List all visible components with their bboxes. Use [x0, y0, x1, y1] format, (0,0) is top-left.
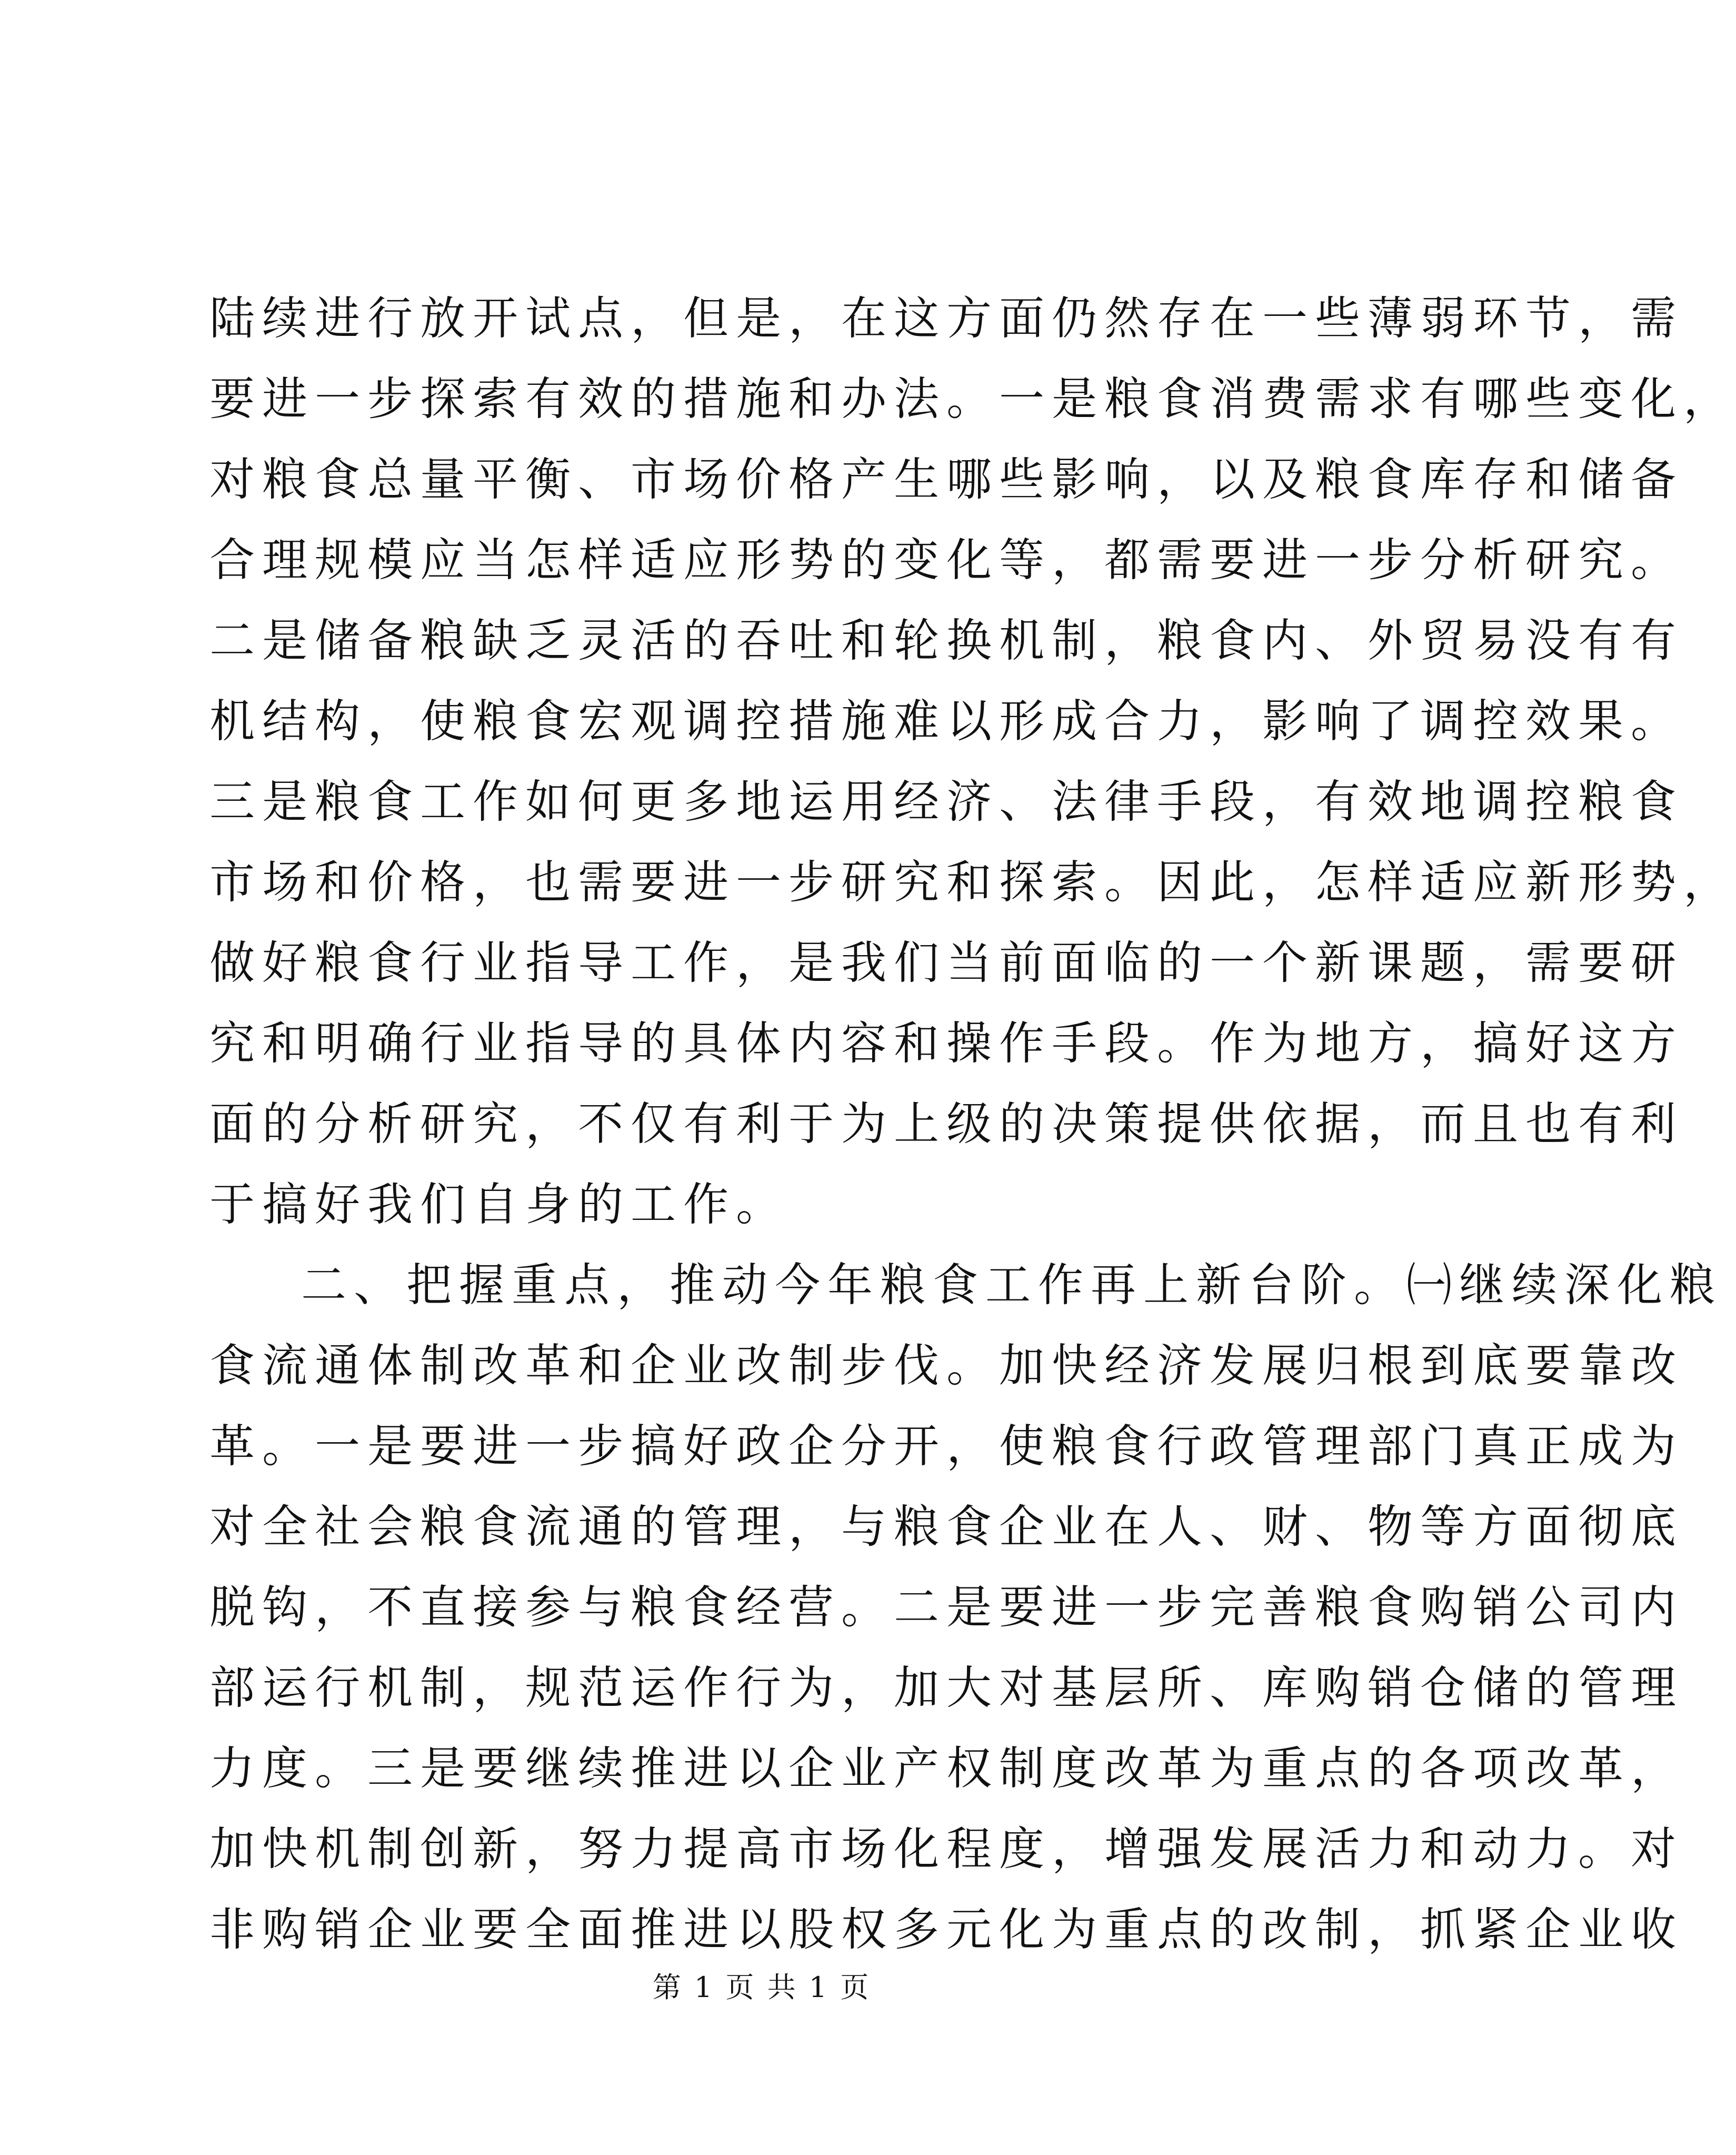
- text-line: 部运行机制，规范运作行为，加大对基层所、库购销仓储的管理: [209, 1662, 1683, 1714]
- text-line: 食流通体制改革和企业改制步伐。加快经济发展归根到底要靠改: [209, 1339, 1683, 1392]
- text-line: 力度。三是要继续推进以企业产权制度改革为重点的各项改革，: [209, 1742, 1683, 1795]
- text-line: 三是粮食工作如何更多地运用经济、法律手段，有效地调控粮食: [209, 776, 1683, 828]
- text-line: 对全社会粮食流通的管理，与粮食企业在人、财、物等方面彻底: [209, 1501, 1683, 1553]
- text-line: 做好粮食行业指导工作，是我们当前面临的一个新课题，需要研: [209, 937, 1683, 989]
- text-line: 究和明确行业指导的具体内容和操作手段。作为地方，搞好这方: [209, 1017, 1683, 1070]
- text-line: 陆续进行放开试点，但是，在这方面仍然存在一些薄弱环节，需: [209, 292, 1683, 345]
- text-line: 二是储备粮缺乏灵活的吞吐和轮换机制，粮食内、外贸易没有有: [209, 614, 1683, 667]
- text-line: 市场和价格，也需要进一步研究和探索。因此，怎样适应新形势，: [209, 856, 1736, 909]
- text-line: 加快机制创新，努力提高市场化程度，增强发展活力和动力。对: [209, 1823, 1683, 1875]
- text-line: 合理规模应当怎样适应形势的变化等，都需要进一步分析研究。: [209, 534, 1683, 587]
- text-line: 非购销企业要全面推进以股权多元化为重点的改制，抓紧企业收: [209, 1903, 1683, 1956]
- text-line: 面的分析研究，不仅有利于为上级的决策提供依据，而且也有利: [209, 1098, 1683, 1150]
- text-line: 于搞好我们自身的工作。: [209, 1178, 789, 1231]
- text-line: 对粮食总量平衡、市场价格产生哪些影响，以及粮食库存和储备: [209, 453, 1683, 506]
- text-line: 机结构，使粮食宏观调控措施难以形成合力，影响了调控效果。: [209, 695, 1683, 748]
- text-line: 要进一步探索有效的措施和办法。一是粮食消费需求有哪些变化，: [209, 373, 1736, 425]
- text-line: 脱钩，不直接参与粮食经营。二是要进一步完善粮食购销公司内: [209, 1581, 1683, 1634]
- page-number-footer: 第 1 页 共 1 页: [652, 1971, 871, 2004]
- text-line: 革。一是要进一步搞好政企分开，使粮食行政管理部门真正成为: [209, 1420, 1683, 1473]
- text-line: 二、把握重点，推动今年粮食工作再上新台阶。㈠继续深化粮: [301, 1259, 1722, 1312]
